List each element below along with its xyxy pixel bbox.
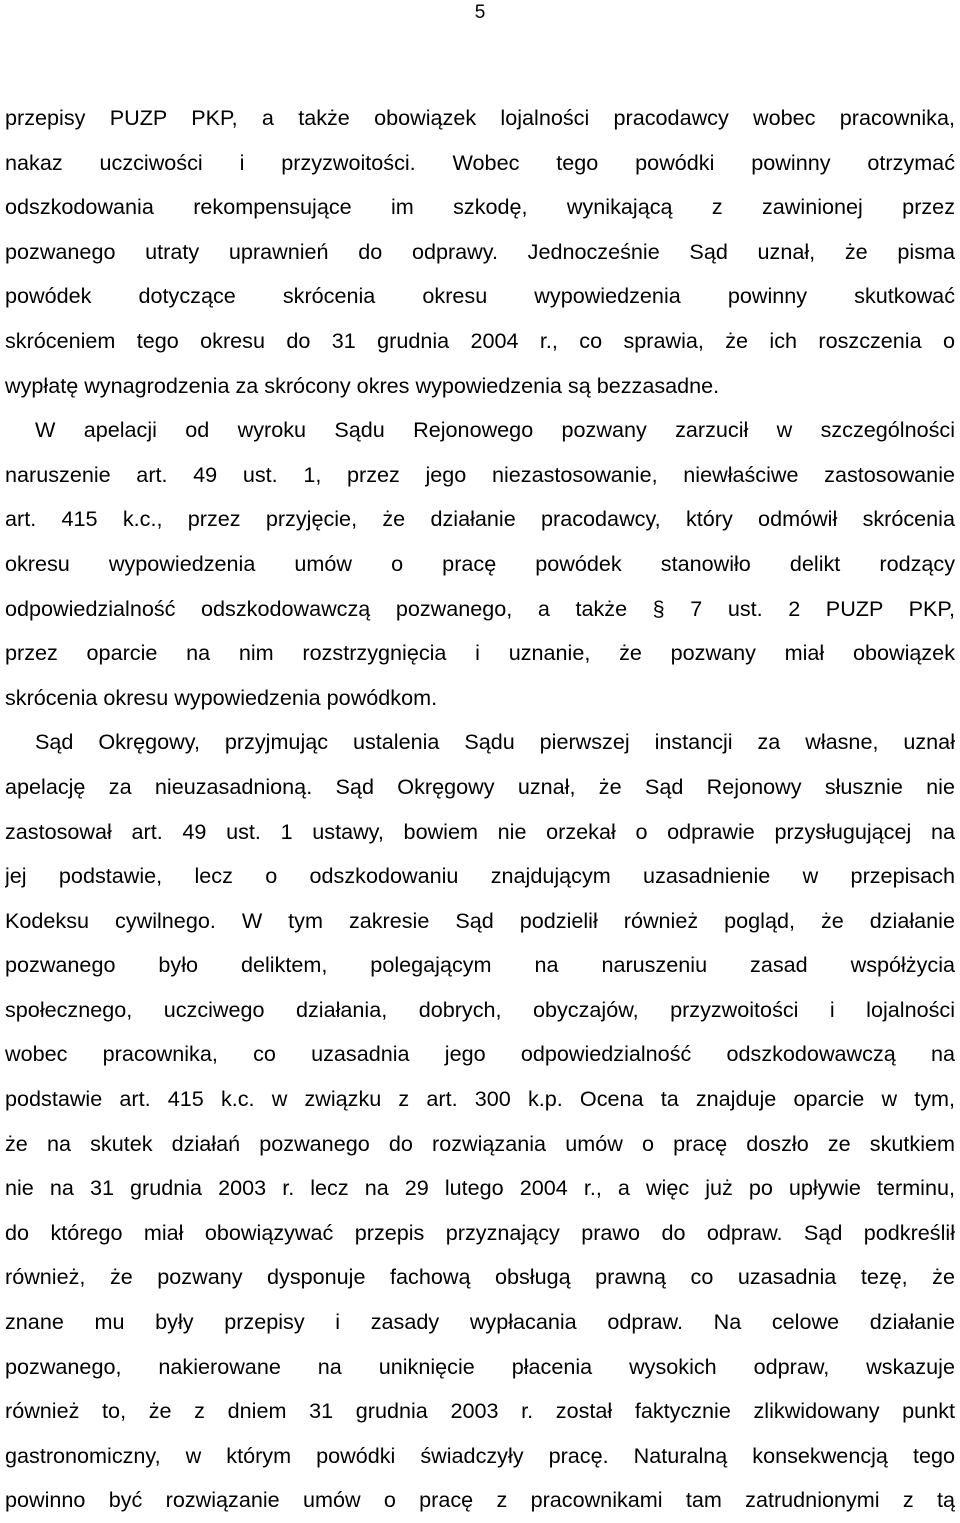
text-line: do którego miał obowiązywać przepis przyznający prawo do odpraw. Sąd podkreślił	[5, 1219, 955, 1245]
text-line: powódek dotyczące skrócenia okresu wypowiedzenia powinny skutkować	[5, 283, 955, 309]
text-line: społecznego, uczciwego działania, dobrych, obyczajów, przyzwoitości i lojalności	[5, 996, 955, 1022]
text-line: Kodeksu cywilnego. W tym zakresie Sąd podzielił również pogląd, że działanie	[5, 907, 955, 933]
text-line: zastosował art. 49 ust. 1 ustawy, bowiem nie orzekał o odprawie przysługującej na	[5, 818, 955, 844]
text-line: skróceniem tego okresu do 31 grudnia 2004 r., co sprawia, że ich roszczenia o	[5, 327, 955, 353]
text-line: odpowiedzialność odszkodowawczą pozwanego, a także § 7 ust. 2 PUZP PKP,	[5, 595, 955, 621]
text-line: jej podstawie, lecz o odszkodowaniu znajdującym uzasadnienie w przepisach	[5, 863, 955, 889]
text-line: przepisy PUZP PKP, a także obowiązek lojalności pracodawcy wobec pracownika,	[5, 105, 955, 130]
text-line: również, że pozwany dysponuje fachową obsługą prawną co uzasadnia tezę, że	[5, 1264, 955, 1290]
text-line: również to, że z dniem 31 grudnia 2003 r. został faktycznie zlikwidowany punkt	[5, 1398, 955, 1424]
text-line: nie na 31 grudnia 2003 r. lecz na 29 lutego 2004 r., a więc już po upływie terminu,	[5, 1175, 955, 1201]
document-body	[5, 96, 955, 1523]
text-line: apelację za nieuzasadnioną. Sąd Okręgowy uznał, że Sąd Rejonowy słusznie nie	[5, 773, 955, 799]
text-line: pozwanego utraty uprawnień do odprawy. Jednocześnie Sąd uznał, że pisma	[5, 238, 955, 264]
text-line: gastronomiczny, w którym powódki świadczyły pracę. Naturalną konsekwencją tego	[5, 1442, 955, 1468]
text-line: odszkodowania rekompensujące im szkodę, wynikającą z zawinionej przez	[5, 194, 955, 220]
text-line: skrócenia okresu wypowiedzenia powódkom.	[5, 684, 438, 710]
text-line: podstawie art. 415 k.c. w związku z art. 300 k.p. Ocena ta znajduje oparcie w tym,	[5, 1086, 955, 1112]
text-line: znane mu były przepisy i zasady wypłacania odpraw. Na celowe działanie	[5, 1309, 955, 1335]
text-line: pozwanego było deliktem, polegającym na naruszeniu zasad współżycia	[5, 952, 955, 978]
text-line: W apelacji od wyroku Sądu Rejonowego pozwany zarzucił w szczególności	[35, 417, 955, 443]
text-line: naruszenie art. 49 ust. 1, przez jego niezastosowanie, niewłaściwe zastosowanie	[5, 461, 955, 487]
text-line: wobec pracownika, co uzasadnia jego odpowiedzialność odszkodowawczą na	[5, 1041, 955, 1067]
text-line: Sąd Okręgowy, przyjmując ustalenia Sądu pierwszej instancji za własne, uznał	[35, 729, 955, 755]
text-line: pozwanego, nakierowane na uniknięcie płacenia wysokich odpraw, wskazuje	[5, 1353, 955, 1379]
text-line: że na skutek działań pozwanego do rozwiązania umów o pracę doszło ze skutkiem	[5, 1130, 955, 1156]
text-line: art. 415 k.c., przez przyjęcie, że działanie pracodawcy, który odmówił skrócenia	[5, 506, 955, 532]
text-line: powinno być rozwiązanie umów o pracę z pracownikami tam zatrudnionymi z tą	[5, 1487, 955, 1513]
text-line: wypłatę wynagrodzenia za skrócony okres wypowiedzenia są bezzasadne.	[5, 372, 720, 398]
text-line: przez oparcie na nim rozstrzygnięcia i uznanie, że pozwany miał obowiązek	[5, 640, 955, 666]
page-number: 5	[474, 2, 486, 23]
text-line: nakaz uczciwości i przyzwoitości. Wobec tego powódki powinny otrzymać	[5, 149, 955, 175]
text-line: okresu wypowiedzenia umów o pracę powódek stanowiło delikt rodzący	[5, 550, 955, 576]
